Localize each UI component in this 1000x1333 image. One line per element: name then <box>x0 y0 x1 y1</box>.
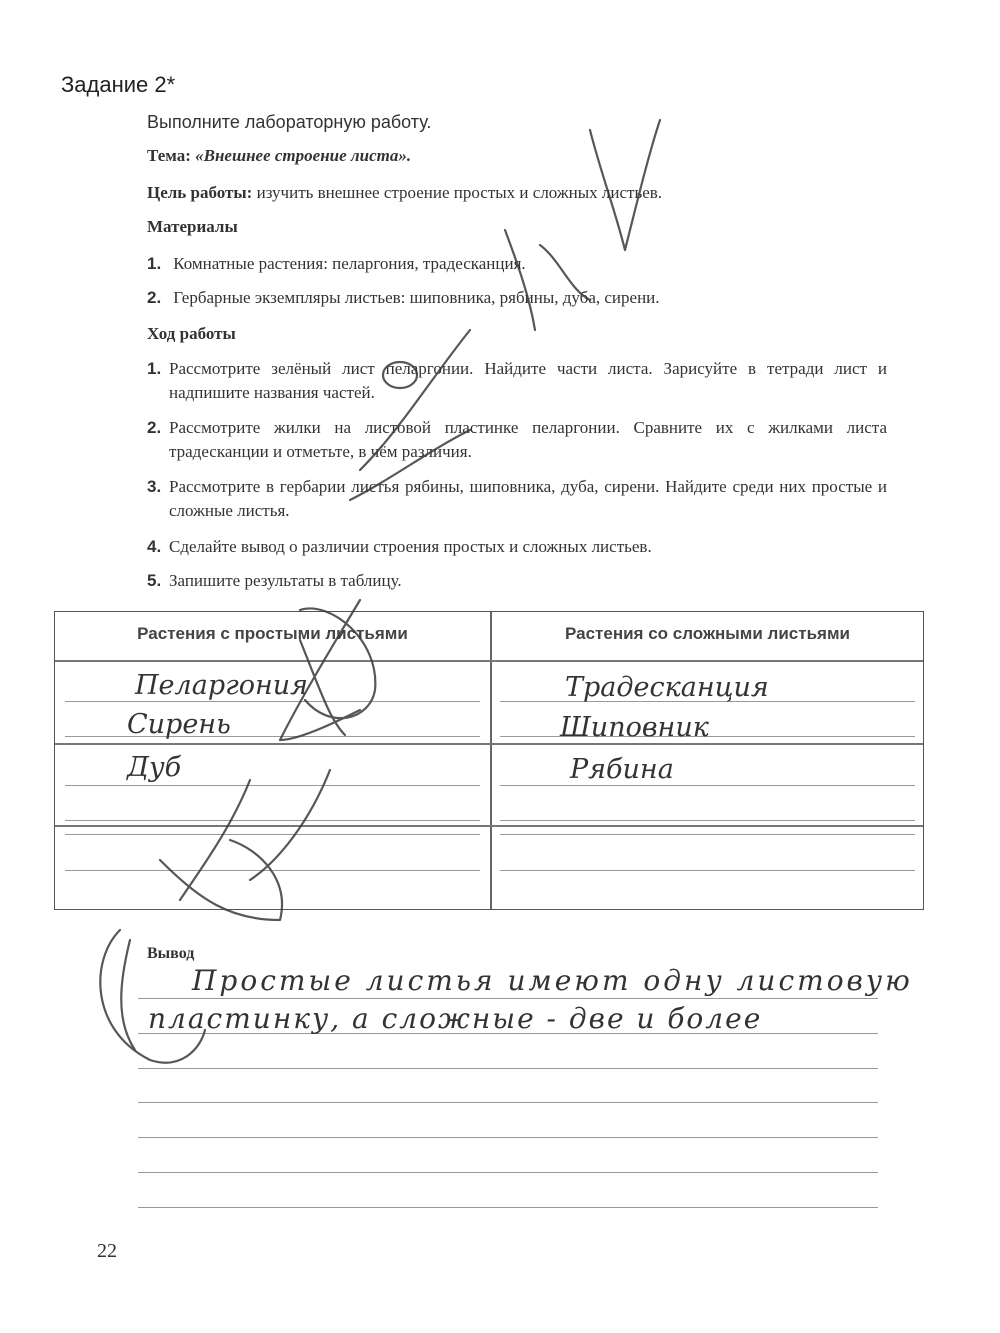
topic-label: Тема: <box>147 146 191 165</box>
step-text: Рассмотрите зелёный лист пеларгонии. Найдите части листа. Зарисуйте в тетради лист и надпишите названия частей. <box>169 359 887 402</box>
column-header-compound: Растения со сложными листьями <box>565 624 850 643</box>
compound-leaf-plant: Шиповник <box>560 712 709 743</box>
compound-leaf-plant: Рябина <box>570 754 674 785</box>
task-title: Задание 2* <box>61 72 176 97</box>
step-text: Сделайте вывод о различии строения простых и сложных листьев. <box>169 537 652 556</box>
column-header-simple: Растения с простыми листьями <box>137 624 408 643</box>
instruction: Выполните лабораторную работу. <box>147 112 432 132</box>
conclusion-label: Вывод <box>147 945 195 962</box>
procedure-heading: Ход работы <box>147 324 236 343</box>
step-number: 5. <box>147 571 162 590</box>
materials-heading: Материалы <box>147 217 238 236</box>
item-text: Комнатные растения: пеларгония, традесканция. <box>173 254 526 273</box>
goal-label: Цель работы: <box>147 183 253 202</box>
step-number: 2. <box>147 418 162 437</box>
item-number: 2. <box>147 288 162 307</box>
step-text: Рассмотрите в гербарии листья рябины, шиповника, дуба, сирени. Найдите среди них простые и сложные листья. <box>169 477 887 520</box>
step-number: 1. <box>147 359 162 378</box>
step-text: Запишите результаты в таблицу. <box>169 571 402 590</box>
conclusion-line-2: пластинку, а сложные - две и более <box>148 1002 763 1035</box>
compound-leaf-plant: Традесканция <box>565 672 769 703</box>
conclusion-line-1: Простые листья имеют одну листовую <box>192 964 913 997</box>
step-number: 4. <box>147 537 162 556</box>
item-text: Гербарные экземпляры листьев: шиповника, рябины, дуба, сирени. <box>173 288 660 307</box>
topic-value: «Внешнее строение листа». <box>195 146 412 165</box>
item-number: 1. <box>147 254 162 273</box>
simple-leaf-plant: Сирень <box>127 709 231 740</box>
simple-leaf-plant: Дуб <box>127 752 182 783</box>
goal-value: изучить внешнее строение простых и сложных листьев. <box>256 183 663 202</box>
step-text: Рассмотрите жилки на листовой пластинке пеларгонии. Сравните их с жилками листа традесканции и отметьте, в чём различия. <box>169 418 887 461</box>
page-number: 22 <box>97 1240 117 1262</box>
simple-leaf-plant: Пеларгония <box>135 670 309 701</box>
step-number: 3. <box>147 477 162 496</box>
